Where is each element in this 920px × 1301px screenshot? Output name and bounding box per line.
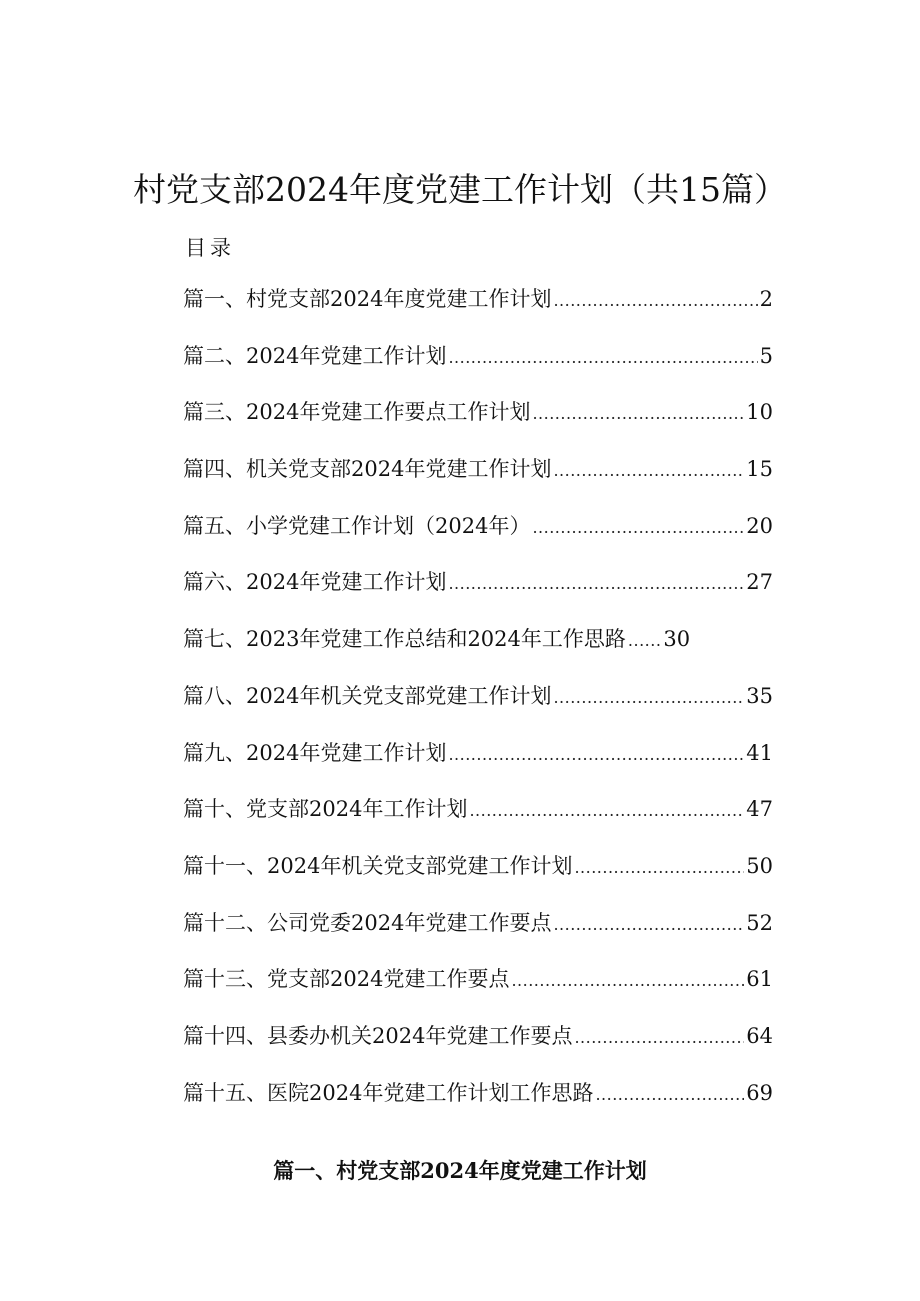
toc-entry-page: 64 bbox=[746, 1023, 773, 1048]
toc-leader-dots bbox=[628, 631, 662, 650]
toc-entry-page: 15 bbox=[746, 457, 773, 482]
toc-heading: 目录 bbox=[185, 236, 235, 260]
toc-entry-7[interactable] bbox=[183, 623, 773, 680]
toc-entry-page: 20 bbox=[746, 513, 773, 538]
toc-entry-page: 50 bbox=[746, 853, 773, 878]
toc-entry-13[interactable] bbox=[183, 963, 773, 1020]
toc-entry-label: 篇三、2024年党建工作要点工作计划 bbox=[183, 400, 531, 425]
toc-entry-page: 35 bbox=[746, 683, 773, 708]
toc-entry-page: 41 bbox=[746, 740, 773, 765]
toc-entry-6[interactable] bbox=[183, 566, 773, 623]
toc-entry-label: 篇十四、县委办机关2024年党建工作要点 bbox=[183, 1023, 573, 1048]
toc-entry-page: 27 bbox=[746, 570, 773, 595]
toc-entry-page: 52 bbox=[746, 910, 773, 935]
toc-entry-label: 篇五、小学党建工作计划（2024年） bbox=[183, 513, 531, 538]
toc-entry-10[interactable] bbox=[183, 793, 773, 850]
toc-leader-dots bbox=[553, 915, 744, 934]
toc-leader-dots bbox=[448, 745, 744, 764]
toc-entry-page: 47 bbox=[746, 797, 773, 822]
toc-entry-page: 2 bbox=[759, 287, 773, 311]
toc-leader-dots bbox=[448, 574, 744, 593]
toc-entry-label: 篇四、机关党支部2024年党建工作计划 bbox=[183, 457, 552, 482]
toc-entry-label: 篇二、2024年党建工作计划 bbox=[183, 343, 447, 368]
toc-entry-11[interactable] bbox=[183, 850, 773, 907]
toc-entry-label: 篇一、村党支部2024年度党建工作计划 bbox=[183, 287, 552, 311]
toc-entry-page: 61 bbox=[746, 967, 773, 992]
toc-leader-dots bbox=[532, 404, 744, 423]
toc-entry-label: 篇十一、2024年机关党支部党建工作计划 bbox=[183, 853, 573, 878]
toc-entry-14[interactable] bbox=[183, 1020, 773, 1077]
toc-entry-label: 篇十、党支部2024年工作计划 bbox=[183, 797, 468, 822]
toc-entry-5[interactable] bbox=[183, 510, 773, 567]
toc-entry-label: 篇七、2023年党建工作总结和2024年工作思路 bbox=[183, 627, 626, 652]
toc-entry-page: 69 bbox=[746, 1080, 773, 1105]
toc-entry-9[interactable] bbox=[183, 737, 773, 794]
toc-leader-dots bbox=[553, 688, 744, 707]
toc-entry-label: 篇十五、医院2024年党建工作计划工作思路 bbox=[183, 1080, 594, 1105]
document-title: 村党支部2024年度党建工作计划（共15篇） bbox=[133, 170, 787, 210]
toc-leader-dots bbox=[511, 971, 744, 990]
toc-leader-dots bbox=[553, 461, 744, 480]
toc-leader-dots bbox=[553, 291, 757, 310]
toc-entry-label: 篇六、2024年党建工作计划 bbox=[183, 570, 447, 595]
toc-entry-8[interactable] bbox=[183, 680, 773, 737]
toc-entry-label: 篇八、2024年机关党支部党建工作计划 bbox=[183, 683, 552, 708]
toc-entry-page: 10 bbox=[746, 400, 773, 425]
toc-entry-label: 篇十二、公司党委2024年党建工作要点 bbox=[183, 910, 552, 935]
section-heading: 篇一、村党支部2024年度党建工作计划 bbox=[273, 1158, 647, 1184]
toc-leader-dots bbox=[595, 1085, 744, 1104]
toc-leader-dots bbox=[532, 518, 744, 537]
toc-entry-3[interactable] bbox=[183, 396, 773, 453]
toc-entry-page: 30 bbox=[663, 627, 691, 652]
toc-leader-dots bbox=[469, 801, 744, 820]
toc-entry-2[interactable] bbox=[183, 340, 773, 397]
toc-leader-dots bbox=[574, 858, 744, 877]
table-of-contents bbox=[183, 283, 773, 1133]
toc-entry-1[interactable] bbox=[183, 283, 773, 340]
toc-leader-dots bbox=[574, 1028, 744, 1047]
toc-leader-dots bbox=[448, 348, 757, 367]
toc-entry-page: 5 bbox=[759, 343, 773, 368]
toc-entry-15[interactable] bbox=[183, 1077, 773, 1134]
toc-entry-12[interactable] bbox=[183, 907, 773, 964]
toc-entry-4[interactable] bbox=[183, 453, 773, 510]
toc-entry-label: 篇九、2024年党建工作计划 bbox=[183, 740, 447, 765]
toc-entry-label: 篇十三、党支部2024党建工作要点 bbox=[183, 967, 510, 992]
